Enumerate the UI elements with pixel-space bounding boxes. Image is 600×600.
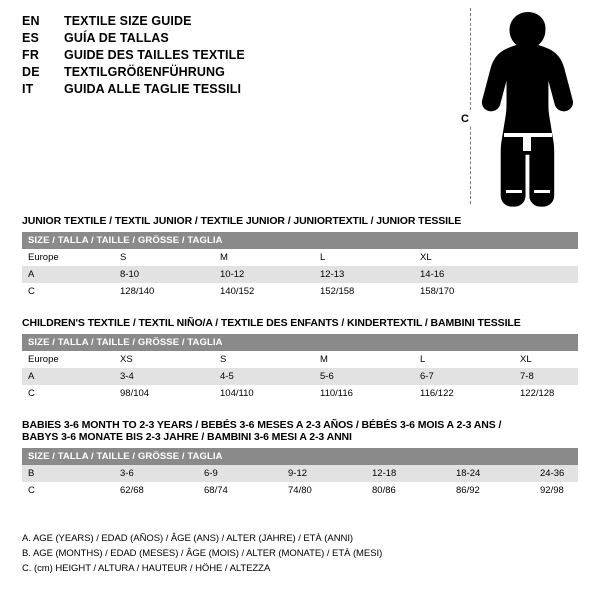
- section-subhead-babies: SIZE / TALLA / TAILLE / GRÖSSE / TAGLIA: [22, 448, 578, 465]
- table-row: [22, 283, 578, 300]
- size-table-junior: [22, 249, 578, 300]
- cell: 9-12: [282, 465, 366, 482]
- language-row: [22, 48, 442, 62]
- language-header: [22, 14, 442, 99]
- table-row: [22, 368, 578, 385]
- guide-title: GUIDE DES TAILLES TEXTILE: [64, 48, 245, 62]
- column-header-s: S: [120, 252, 127, 263]
- cell: 10-12: [214, 266, 314, 283]
- toddler-silhouette-icon: [476, 12, 582, 208]
- column-header-xl: XL: [520, 354, 532, 365]
- column-header-xl: XL: [420, 252, 432, 263]
- section-children: [22, 317, 578, 402]
- cell: 24-36: [534, 465, 578, 482]
- section-subhead-junior: SIZE / TALLA / TAILLE / GRÖSSE / TAGLIA: [22, 232, 578, 249]
- column-header-m: M: [220, 252, 228, 263]
- row-label-a: A: [22, 368, 114, 385]
- cell: 92/98: [540, 485, 564, 496]
- section-junior: [22, 215, 578, 300]
- height-measure-line: [470, 8, 471, 204]
- cell: 12-18: [366, 465, 450, 482]
- cell: 128/140: [120, 286, 155, 297]
- table-row: [22, 249, 578, 266]
- section-title-junior: JUNIOR TEXTILE / TEXTIL JUNIOR / TEXTILE JUNIOR / JUNIORTEXTIL / JUNIOR TESSILE: [22, 215, 462, 227]
- row-label-c: C: [28, 286, 35, 297]
- cell: 8-10: [114, 266, 214, 283]
- column-header-region: Europe: [28, 252, 59, 263]
- language-code: FR: [22, 48, 40, 62]
- cell: 12-13: [314, 266, 414, 283]
- section-babies: [22, 419, 578, 499]
- language-row: [22, 65, 442, 79]
- cell: 68/74: [204, 485, 228, 496]
- legend-item-a: A. AGE (YEARS) / EDAD (AÑOS) / ÂGE (ANS) / ALTER (JAHRE) / ETÀ (ANNI): [22, 533, 354, 544]
- section-title-babies-line2: BABYS 3-6 MONATE BIS 2-3 JAHRE / BAMBINI 3-6 MESI A 2-3 ANNI: [22, 431, 352, 443]
- cell: 110/116: [320, 388, 353, 399]
- language-code: ES: [22, 31, 40, 45]
- cell: 18-24: [450, 465, 534, 482]
- language-row: [22, 82, 442, 96]
- cell: 140/152: [220, 286, 255, 297]
- legend-item-b: B. AGE (MONTHS) / EDAD (MESES) / ÂGE (MOIS) / ALTER (MONATE) / ETÀ (MESI): [22, 548, 383, 559]
- language-row: [22, 31, 442, 45]
- cell: 5-6: [314, 368, 414, 385]
- guide-title: TEXTILGRÖßENFÜHRUNG: [64, 65, 225, 79]
- cell: 86/92: [456, 485, 480, 496]
- guide-title: GUÍA DE TALLAS: [64, 31, 169, 45]
- table-row: [22, 482, 578, 499]
- cell: 98/104: [120, 388, 150, 399]
- column-header-m: M: [320, 354, 328, 365]
- cell: 80/86: [372, 485, 396, 496]
- legend: [22, 533, 578, 578]
- section-title-babies: [22, 419, 578, 443]
- cell: 6-7: [414, 368, 514, 385]
- cell: 4-5: [214, 368, 314, 385]
- cell: 116/122: [420, 388, 454, 399]
- row-label-a: A: [22, 266, 114, 283]
- cell: 104/110: [220, 388, 254, 399]
- section-subhead-children: SIZE / TALLA / TAILLE / GRÖSSE / TAGLIA: [22, 334, 578, 351]
- row-label-c: C: [28, 485, 35, 496]
- language-code: EN: [22, 14, 40, 28]
- column-header-l: L: [320, 252, 326, 263]
- language-code: DE: [22, 65, 40, 79]
- cell: 3-4: [114, 368, 214, 385]
- size-table-babies: [22, 465, 578, 499]
- cell: 62/68: [120, 485, 144, 496]
- row-label-c: C: [28, 388, 35, 399]
- language-code: IT: [22, 82, 34, 96]
- cell: 152/158: [320, 286, 355, 297]
- legend-item-c: C. (cm) HEIGHT / ALTURA / HAUTEUR / HÖHE / ALTEZZA: [22, 563, 271, 574]
- cell: 14-16: [414, 266, 578, 283]
- column-header-l: L: [420, 354, 426, 365]
- section-title-children: CHILDREN'S TEXTILE / TEXTIL NIÑO/A / TEXTILE DES ENFANTS / KINDERTEXTIL / BAMBINI TESSILE: [22, 317, 521, 329]
- table-row: [22, 266, 578, 283]
- table-row: [22, 351, 578, 368]
- column-header-region: Europe: [28, 354, 59, 365]
- cell: 74/80: [288, 485, 312, 496]
- cell: 3-6: [114, 465, 198, 482]
- guide-title: GUIDA ALLE TAGLIE TESSILI: [64, 82, 242, 96]
- guide-title: TEXTILE SIZE GUIDE: [64, 14, 192, 28]
- cell: 158/170: [420, 286, 455, 297]
- column-header-s: S: [220, 354, 227, 365]
- cell: 7-8: [514, 368, 578, 385]
- section-title-babies-line1: BABIES 3-6 MONTH TO 2-3 YEARS / BEBÉS 3-6 MESES A 2-3 AÑOS / BÉBÉS 3-6 MOIS A 2-3 ANS /: [22, 419, 502, 431]
- row-label-b: B: [22, 465, 114, 482]
- column-header-xs: XS: [120, 354, 133, 365]
- measurement-figure: [448, 8, 588, 208]
- table-row: [22, 385, 578, 402]
- size-table-children: [22, 351, 578, 402]
- cell: 6-9: [198, 465, 282, 482]
- height-measure-label: C: [461, 113, 469, 125]
- language-row: [22, 14, 442, 28]
- cell: 122/128: [520, 388, 555, 399]
- table-row: [22, 465, 578, 482]
